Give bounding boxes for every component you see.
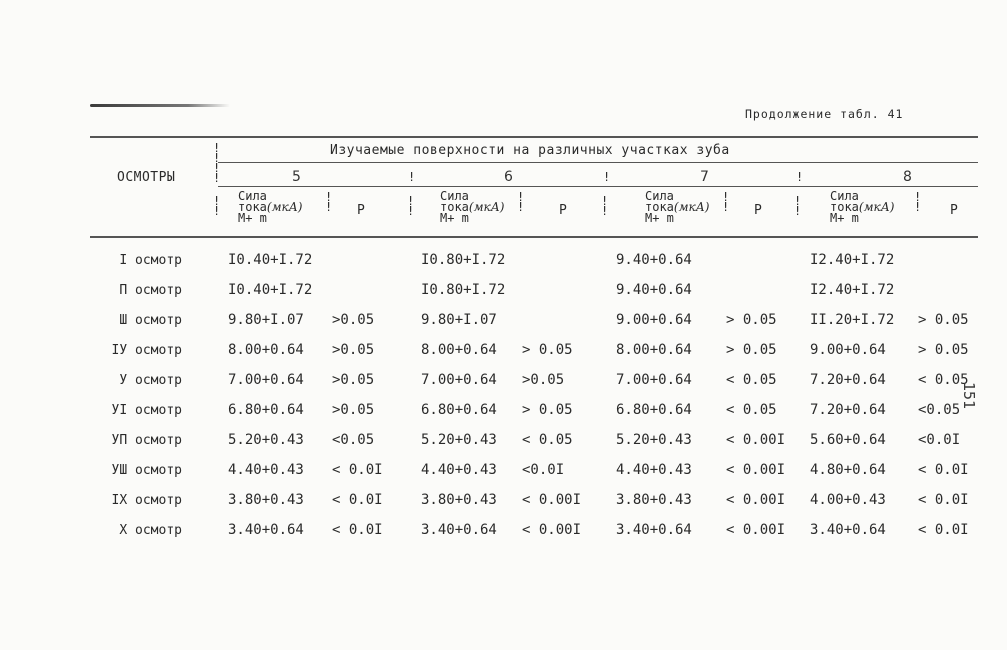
p-value-cell: > 0.05 (726, 342, 777, 358)
p-value-cell: > 0.05 (918, 342, 969, 358)
current-value-cell: 9.80+I.07 (421, 312, 497, 328)
current-value-cell: 7.20+0.64 (810, 402, 886, 418)
force-column-header: Сила тока(мкА) M+ m (238, 189, 303, 225)
header-bottom-rule (90, 236, 978, 238)
current-value-cell: 3.40+0.64 (228, 522, 304, 538)
section-number-5: 5 (292, 169, 301, 185)
current-value-cell: I0.80+I.72 (421, 282, 506, 298)
section-separator: ! (796, 170, 804, 184)
current-value-cell: 4.00+0.43 (810, 492, 886, 508)
current-value-cell: I0.40+I.72 (228, 282, 313, 298)
current-value-cell: 5.60+0.64 (810, 432, 886, 448)
current-value-cell: 3.80+0.43 (421, 492, 497, 508)
current-value-cell: 7.00+0.64 (421, 372, 497, 388)
current-value-cell: 8.00+0.64 (228, 342, 304, 358)
p-value-cell: < 0.00I (522, 492, 582, 508)
current-value-cell: 9.00+0.64 (810, 342, 886, 358)
p-value-cell: < 0.0I (918, 462, 969, 478)
p-value-cell: > 0.05 (522, 402, 573, 418)
current-value-cell: 8.00+0.64 (616, 342, 692, 358)
p-column-header: P (754, 203, 763, 218)
subheader-separator: ! ! (517, 190, 525, 214)
p-value-cell: <0.05 (918, 402, 961, 418)
subheader-separator: ! ! (794, 194, 802, 218)
current-value-cell: 4.40+0.43 (421, 462, 497, 478)
p-value-cell: < 0.00I (522, 522, 582, 538)
rows-header-label: ОСМОТРЫ (117, 170, 176, 185)
p-value-cell: >0.05 (332, 372, 375, 388)
row-label: Ш осмотр (119, 313, 182, 328)
row-label: УШ осмотр (111, 463, 182, 478)
section-separator: ! (603, 170, 611, 184)
p-value-cell: >0.05 (522, 372, 565, 388)
p-value-cell: >0.05 (332, 312, 375, 328)
subheader-separator: ! ! (722, 190, 730, 214)
p-value-cell: < 0.05 (726, 402, 777, 418)
row-label: IУ осмотр (111, 343, 182, 358)
current-value-cell: 9.80+I.07 (228, 312, 304, 328)
row-label: У осмотр (119, 373, 182, 388)
current-value-cell: 7.00+0.64 (616, 372, 692, 388)
p-column-header: P (559, 203, 568, 218)
p-value-cell: < 0.0I (918, 522, 969, 538)
subheader-separator: ! ! (601, 194, 609, 218)
current-value-cell: 4.80+0.64 (810, 462, 886, 478)
p-value-cell: < 0.00I (726, 432, 786, 448)
force-column-header: Сила тока(мкА) M+ m (645, 189, 710, 225)
p-value-cell: <0.0I (522, 462, 565, 478)
p-column-header: P (357, 203, 366, 218)
current-value-cell: 7.20+0.64 (810, 372, 886, 388)
continuation-caption: Продолжение табл. 41 (745, 107, 904, 121)
p-value-cell: < 0.05 (726, 372, 777, 388)
current-value-cell: 3.40+0.64 (616, 522, 692, 538)
header-separator: ! ! ! ! (213, 141, 221, 185)
section-separator: ! (408, 170, 416, 184)
p-value-cell: > 0.05 (522, 342, 573, 358)
current-value-cell: 5.20+0.43 (616, 432, 692, 448)
current-value-cell: 5.20+0.43 (228, 432, 304, 448)
row-label: IX осмотр (111, 493, 182, 508)
row-label: П осмотр (119, 283, 182, 298)
p-value-cell: < 0.00I (726, 462, 786, 478)
group-title: Изучаемые поверхности на различных участках зуба (330, 143, 730, 158)
current-value-cell: 3.40+0.64 (810, 522, 886, 538)
row-label: X осмотр (119, 523, 182, 538)
p-value-cell: > 0.05 (726, 312, 777, 328)
p-value-cell: < 0.00I (726, 492, 786, 508)
group-title-rule (218, 162, 978, 163)
subheader-separator: ! ! (914, 190, 922, 214)
p-value-cell: < 0.0I (332, 492, 383, 508)
section-number-7: 7 (700, 169, 709, 185)
p-value-cell: < 0.05 (522, 432, 573, 448)
row-label: УI осмотр (111, 403, 182, 418)
current-value-cell: 8.00+0.64 (421, 342, 497, 358)
current-value-cell: 9.40+0.64 (616, 252, 692, 268)
p-value-cell: > 0.05 (918, 312, 969, 328)
force-column-header: Сила тока(мкА) M+ m (830, 189, 895, 225)
current-value-cell: I2.40+I.72 (810, 252, 895, 268)
p-value-cell: < 0.0I (918, 492, 969, 508)
p-value-cell: <0.0I (918, 432, 961, 448)
current-value-cell: I2.40+I.72 (810, 282, 895, 298)
page-number: 151 (960, 382, 978, 410)
current-value-cell: II.20+I.72 (810, 312, 895, 328)
subheader-separator: ! ! (213, 194, 221, 218)
current-value-cell: 5.20+0.43 (421, 432, 497, 448)
section-number-6: 6 (504, 169, 513, 185)
current-value-cell: 6.80+0.64 (616, 402, 692, 418)
p-value-cell: < 0.05 (918, 372, 969, 388)
current-value-cell: 4.40+0.43 (228, 462, 304, 478)
row-label: I осмотр (119, 253, 182, 268)
row-label: УП осмотр (111, 433, 182, 448)
p-value-cell: < 0.00I (726, 522, 786, 538)
current-value-cell: 3.80+0.43 (616, 492, 692, 508)
table-top-rule (90, 136, 978, 138)
current-value-cell: 3.80+0.43 (228, 492, 304, 508)
current-value-cell: 9.00+0.64 (616, 312, 692, 328)
section-numbers-rule (218, 186, 978, 187)
current-value-cell: I0.40+I.72 (228, 252, 313, 268)
current-value-cell: 3.40+0.64 (421, 522, 497, 538)
p-value-cell: <0.05 (332, 432, 375, 448)
subheader-separator: ! ! (407, 194, 415, 218)
current-value-cell: 9.40+0.64 (616, 282, 692, 298)
ink-smear (90, 104, 230, 107)
p-column-header: P (950, 203, 959, 218)
force-column-header: Сила тока(мкА) M+ m (440, 189, 505, 225)
subheader-separator: ! ! (325, 190, 333, 214)
current-value-cell: 4.40+0.43 (616, 462, 692, 478)
current-value-cell: I0.80+I.72 (421, 252, 506, 268)
current-value-cell: 7.00+0.64 (228, 372, 304, 388)
p-value-cell: >0.05 (332, 402, 375, 418)
p-value-cell: < 0.0I (332, 462, 383, 478)
current-value-cell: 6.80+0.64 (421, 402, 497, 418)
p-value-cell: >0.05 (332, 342, 375, 358)
current-value-cell: 6.80+0.64 (228, 402, 304, 418)
p-value-cell: < 0.0I (332, 522, 383, 538)
section-number-8: 8 (903, 169, 912, 185)
